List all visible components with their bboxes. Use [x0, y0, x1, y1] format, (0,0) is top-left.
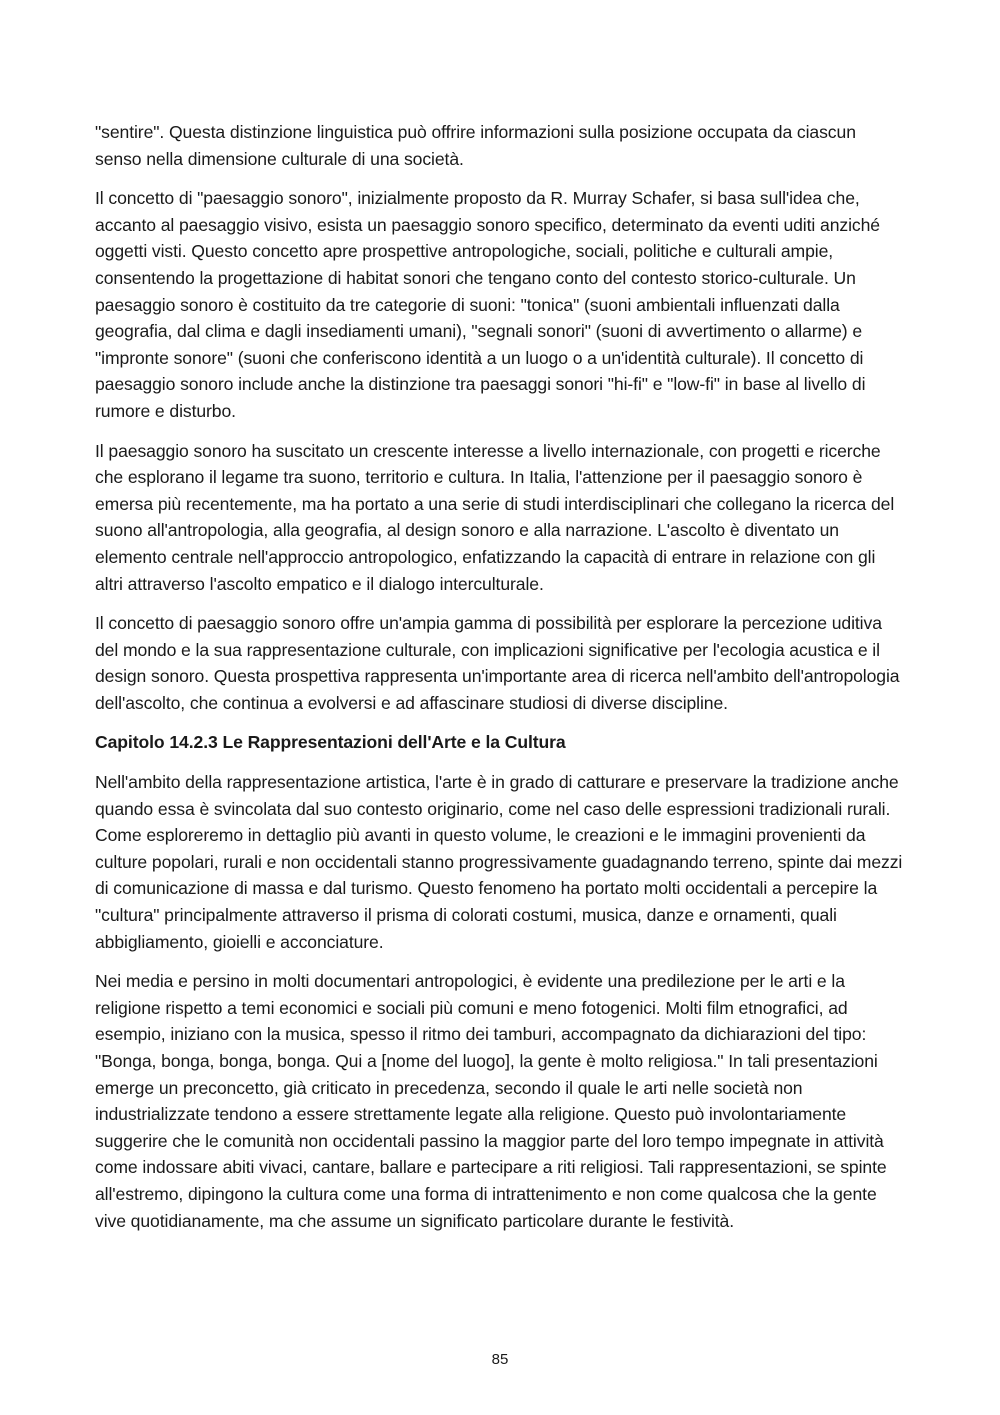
paragraph-interesse-internazionale: Il paesaggio sonoro ha suscitato un crescente interesse a livello internazionale, con progetti e ricerche che esplorano il legame tra suono, territorio e cultura. In Italia, l'attenzione per il paesaggio sonoro è emersa più recentemente, ma ha portato a una serie di studi interdisciplinari che collegano la ricerca del suono all'antropologia, alla geografia, al design sonoro e alla narrazione. L'ascolto è diventato un elemento centrale nell'approccio antropologico, enfatizzando la capacità di entrare in relazione con gli altri attraverso l'ascolto empatico e il dialogo interculturale. [95, 440, 895, 594]
paragraph-paesaggio-sonoro: Il concetto di "paesaggio sonoro", inizialmente proposto da R. Murray Schafer, si basa sull'idea che, accanto al paesaggio visivo, esista un paesaggio sonoro specifico, determinato da eventi uditi anziché oggetti visti. Questo concetto apre prospettive antropologiche, sociali, politiche e culturali ampie, consentendo la progettazione di habitat sonori che tengano conto del contesto storico-culturale. Un paesaggio sonoro è costituito da tre categorie di suoni: "tonica" (suoni ambientali influenzati dalla geografia, dal clima e dagli insediamenti umani), "segnali sonori" (suoni di avvertimento o allarme) e "impronte sonore" (suoni che conferiscono identità a un luogo o a un'identità culturale). Il concetto di paesaggio sonoro include anche la distinzione tra paesaggi sonori "hi-fi" e "low-fi" in base al livello di rumore e disturbo. [95, 188, 880, 421]
chapter-heading: Capitolo 14.2.3 Le Rappresentazioni dell'Arte e la Cultura [95, 732, 566, 753]
paragraph-possibilita: Il concetto di paesaggio sonoro offre un'ampia gamma di possibilità per esplorare la percezione uditiva del mondo e la sua rappresentazione culturale, con implicazioni significative per l'ecologia acustica e il design sonoro. Questa prospettiva rappresenta un'importante area di ricerca nell'ambito dell'antropologia dell'ascolto, che continua a evolversi e ad affascinare studiosi di diverse discipline. [95, 613, 900, 713]
page-body [95, 119, 905, 1247]
page-number: 85 [491, 1351, 509, 1368]
paragraph-media-documentari: Nei media e persino in molti documentari antropologici, è evidente una predilezione per le arti e la religione rispetto a temi economici e sociali più comuni e meno fotogenici. Molti film etnografici, ad esempio, iniziano con la musica, spesso il ritmo dei tamburi, accompagnato da dichiarazioni del tipo: "Bonga, bonga, bonga, bonga. Qui a [nome del luogo], la gente è molto religiosa." In tali presentazioni emerge un preconcetto, già criticato in precedenza, secondo il quale le arti nelle società non industrializzate tendono a essere strettamente legate alla religione. Questo può involontariamente suggerire che le comunità non occidentali passino la maggior parte del loro tempo impegnate in attività come indossare abiti vivaci, cantare, ballare e partecipare a riti religiosi. Tali rappresentazioni, se spinte all'estremo, dipingono la cultura come una forma di intrattenimento e non come qualcosa che la gente vive quotidianamente, ma che assume un significato particolare durante le festività. [95, 971, 887, 1231]
paragraph-sentire: "sentire". Questa distinzione linguistica può offrire informazioni sulla posizione occupata da ciascun senso nella dimensione culturale di una società. [95, 122, 856, 169]
paragraph-rappresentazione-artistica: Nell'ambito della rappresentazione artistica, l'arte è in grado di catturare e preservare la tradizione anche quando essa è svincolata dal suo contesto originario, come nel caso delle espressioni tradizionali rurali. Come esploreremo in dettaglio più avanti in questo volume, le creazioni e le immagini provenienti da culture popolari, rurali e non occidentali stanno progressivamente guadagnando terreno, spinte dai mezzi di comunicazione di massa e dal turismo. Questo fenomeno ha portato molti occidentali a percepire la "cultura" principalmente attraverso il prisma di colorati costumi, musica, danze e ornamenti, quali abbigliamento, gioielli e acconciature. [95, 772, 903, 952]
